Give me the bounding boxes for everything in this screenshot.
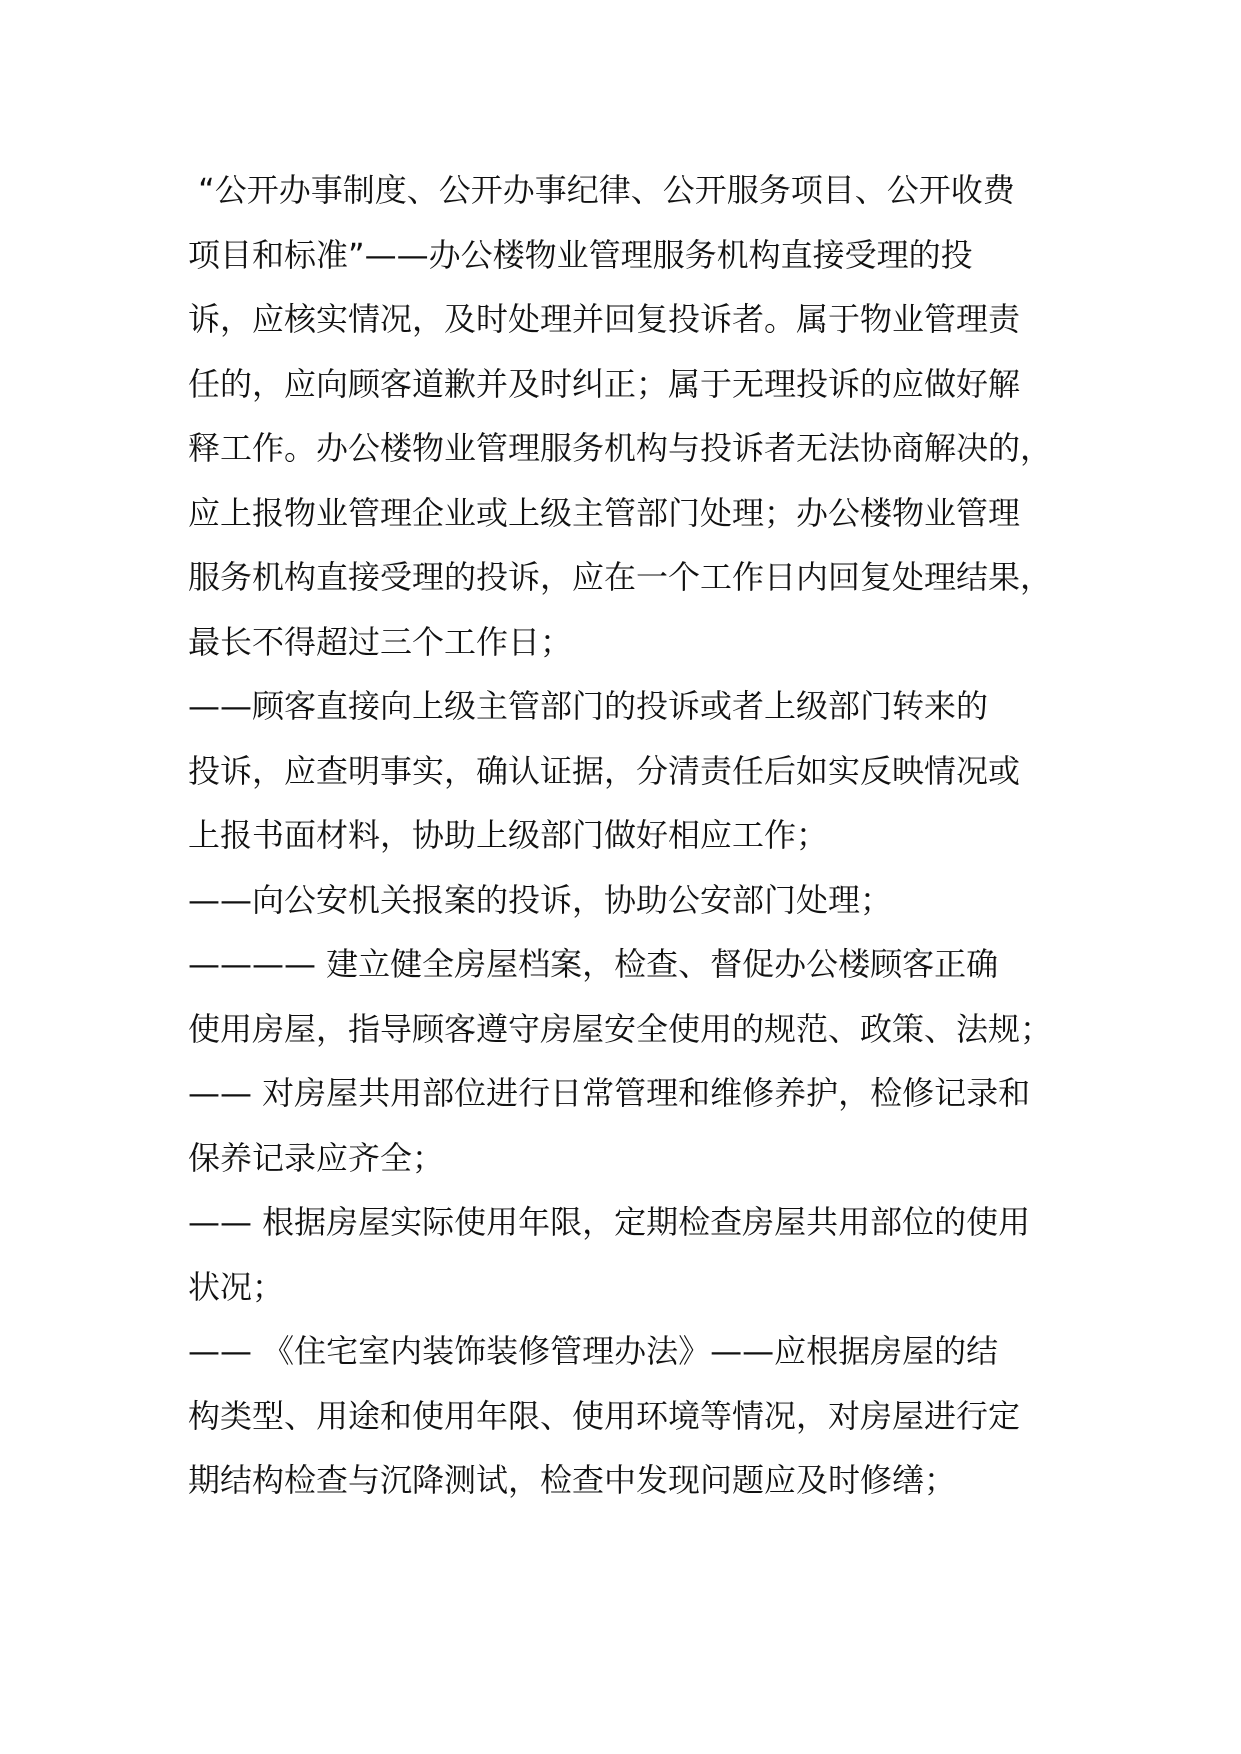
text-line: 期结构检查与沉降测试，检查中发现问题应及时修缮； — [188, 1461, 957, 1499]
text-line: ——顾客直接向上级主管部门的投诉或者上级部门转来的 — [188, 687, 989, 725]
text-line: 释工作。办公楼物业管理服务机构与投诉者无法协商解决的， — [188, 429, 1053, 467]
text-line: 项目和标准”——办公楼物业管理服务机构直接受理的投 — [188, 235, 973, 274]
text-line: ———— 建立健全房屋档案，检查、督促办公楼顾客正确 — [188, 945, 999, 983]
text-line: 状况； — [188, 1267, 285, 1306]
text-line: —— 《住宅室内装饰装修管理办法》——应根据房屋的结 — [188, 1332, 999, 1370]
text-line: ——向公安机关报案的投诉，协助公安部门处理； — [188, 880, 893, 919]
text-line: 使用房屋，指导顾客遵守房屋安全使用的规范、政策、法规； — [188, 1009, 1053, 1048]
text-line: 上报书面材料，协助上级部门做好相应工作； — [188, 816, 829, 854]
text-line: —— 对房屋共用部位进行日常管理和维修养护，检修记录和 — [188, 1074, 1031, 1112]
text-line: 投诉，应查明事实，确认证据，分清责任后如实反映情况或 — [188, 751, 1021, 790]
text-line: 任的，应向顾客道歉并及时纠正；属于无理投诉的应做好解 — [188, 364, 1021, 403]
text-line: 服务机构直接受理的投诉，应在一个工作日内回复处理结果， — [188, 558, 1053, 596]
text-line: —— 根据房屋实际使用年限，定期检查房屋共用部位的使用 — [188, 1203, 1031, 1241]
text-line: 保养记录应齐全； — [188, 1138, 445, 1177]
text-line: 构类型、用途和使用年限、使用环境等情况，对房屋进行定 — [188, 1396, 1021, 1435]
text-line: 应上报物业管理企业或上级主管部门处理；办公楼物业管理 — [188, 493, 1021, 532]
text-line: “公开办事制度、公开办事纪律、公开服务项目、公开收费 — [188, 171, 1015, 209]
text-line: 诉，应核实情况，及时处理并回复投诉者。属于物业管理责 — [188, 300, 1021, 338]
text-line: 最长不得超过三个工作日； — [188, 622, 573, 661]
document-body-text — [188, 158, 1073, 1513]
